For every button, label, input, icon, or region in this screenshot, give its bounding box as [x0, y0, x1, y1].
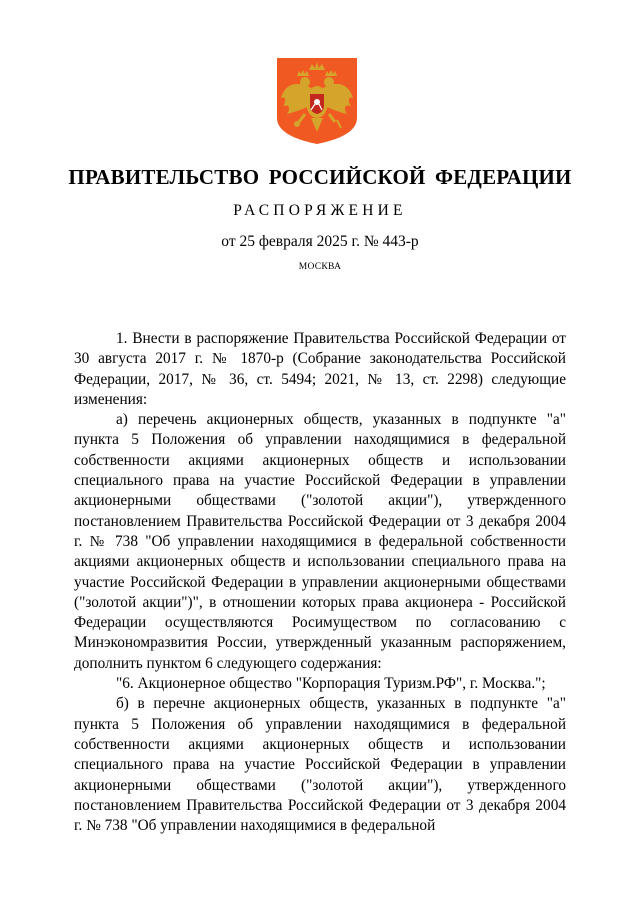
document-date-number: от 25 февраля 2025 г. № 443-р — [221, 233, 419, 250]
coat-of-arms-icon — [275, 56, 359, 146]
document-body — [74, 329, 566, 836]
paragraph-1a: а) перечень акционерных обществ, указанных в подпункте "а" пункта 5 Положения об управлении находящимися в федеральной собственности акциями акционерных обществ и использовании специального права на участие Российской Федерации в управлении акционерными обществами ("золотой акции"), утвержденного постановлением Правительства Российской Федерации от 3 декабря 2004 г. № 738 "Об управлении находящимися в федеральной собственности акциями акционерных обществ и использовании специального права на участие Российской Федерации в управлении акционерными обществами ("золотой акции")", в отношении которых права акционера - Российской Федерации осуществляются Росимуществом по согласованию с Минэкономразвития России, утвержденный указанным распоряжением, дополнить пунктом 6 следующего содержания: — [74, 411, 566, 672]
document-type: РАСПОРЯЖЕНИЕ — [233, 202, 407, 219]
paragraph-quote: "6. Акционерное общество "Корпорация Туризм.РФ", г. Москва."; — [116, 675, 546, 693]
paragraph-1b: б) в перечне акционерных обществ, указанных в подпункте "а" пункта 5 Положения об управлении находящимися в федеральной собственности акциями акционерных обществ и использовании специального права на участие Российской Федерации в управлении акционерными обществами ("золотой акции"), утвержденного постановлением Правительства Российской Федерации от 3 декабря 2004 г. № 738 "Об управлении находящимися в федеральной — [74, 695, 566, 835]
government-title: ПРАВИТЕЛЬСТВО РОССИЙСКОЙ ФЕДЕРАЦИИ — [68, 165, 572, 189]
document-city: МОСКВА — [298, 262, 342, 272]
paragraph-1: 1. Внести в распоряжение Правительства Российской Федерации от 30 августа 2017 г. № 1870-р (Собрание законодательства Российской Федерации, 2017, № 36, ст. 5494; 2021, № 13, ст. 2298) следующие изменения: — [74, 330, 566, 408]
